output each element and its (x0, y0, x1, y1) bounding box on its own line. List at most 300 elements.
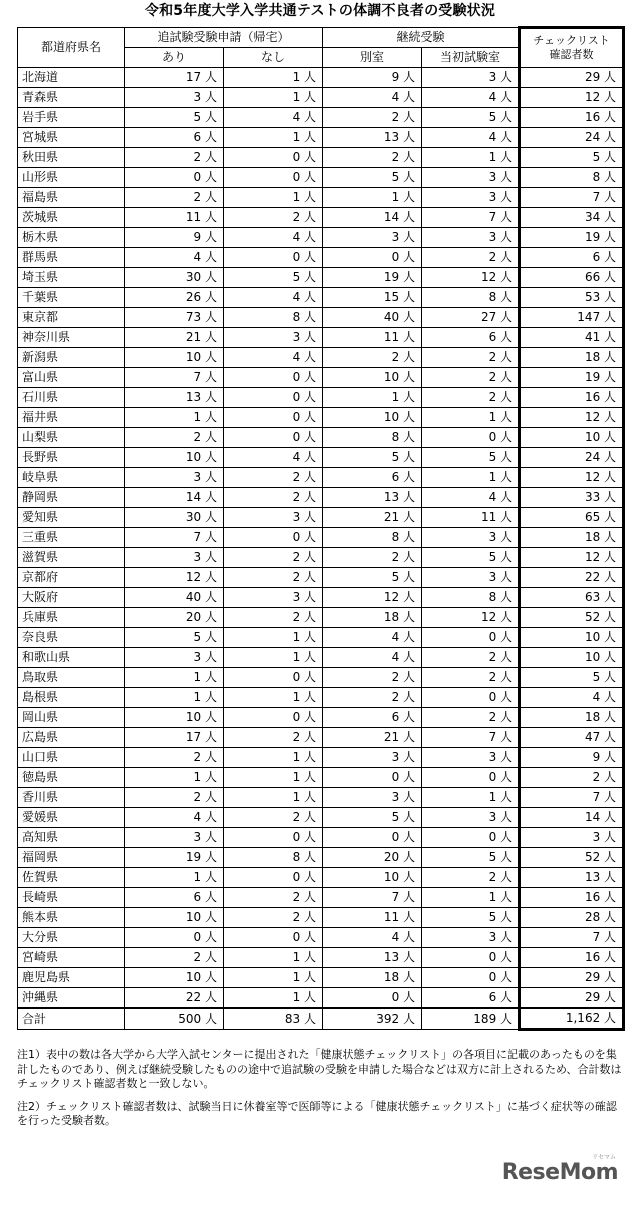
table-row (18, 308, 624, 328)
cell-b: 4 人 (224, 288, 323, 308)
cell-e: 18 人 (520, 348, 624, 368)
prefecture-name: 岩手県 (18, 108, 125, 128)
cell-b: 2 人 (224, 488, 323, 508)
cell-e: 65 人 (520, 508, 624, 528)
cell-b: 2 人 (224, 608, 323, 628)
cell-b: 1 人 (224, 748, 323, 768)
cell-e: 19 人 (520, 228, 624, 248)
cell-d: 0 人 (422, 768, 520, 788)
cell-d: 3 人 (422, 68, 520, 88)
cell-b: 1 人 (224, 188, 323, 208)
table-row (18, 608, 624, 628)
table-row (18, 288, 624, 308)
cell-a: 30 人 (125, 268, 224, 288)
prefecture-name: 宮崎県 (18, 948, 125, 968)
cell-b: 0 人 (224, 868, 323, 888)
header-sub-no: なし (224, 48, 323, 68)
header-sub-separate-room: 別室 (323, 48, 422, 68)
status-table-container (17, 26, 623, 1031)
cell-d: 27 人 (422, 308, 520, 328)
cell-e: 1,162 人 (520, 1008, 624, 1030)
cell-c: 6 人 (323, 708, 422, 728)
cell-e: 18 人 (520, 708, 624, 728)
cell-a: 2 人 (125, 428, 224, 448)
cell-c: 13 人 (323, 488, 422, 508)
table-row (18, 928, 624, 948)
cell-e: 16 人 (520, 108, 624, 128)
cell-b: 2 人 (224, 908, 323, 928)
cell-d: 1 人 (422, 148, 520, 168)
cell-d: 2 人 (422, 868, 520, 888)
cell-d: 5 人 (422, 908, 520, 928)
prefecture-name: 千葉県 (18, 288, 125, 308)
prefecture-name: 徳島県 (18, 768, 125, 788)
cell-b: 0 人 (224, 668, 323, 688)
status-table (17, 26, 625, 1031)
total-row (18, 1008, 624, 1030)
cell-e: 33 人 (520, 488, 624, 508)
prefecture-name: 宮城県 (18, 128, 125, 148)
table-row (18, 988, 624, 1009)
cell-a: 13 人 (125, 388, 224, 408)
cell-e: 5 人 (520, 148, 624, 168)
cell-d: 3 人 (422, 568, 520, 588)
prefecture-name: 鳥取県 (18, 668, 125, 688)
cell-d: 2 人 (422, 668, 520, 688)
table-row (18, 468, 624, 488)
cell-a: 500 人 (125, 1008, 224, 1030)
prefecture-name: 神奈川県 (18, 328, 125, 348)
cell-d: 6 人 (422, 988, 520, 1009)
cell-a: 22 人 (125, 988, 224, 1009)
cell-e: 41 人 (520, 328, 624, 348)
cell-a: 4 人 (125, 248, 224, 268)
cell-d: 0 人 (422, 948, 520, 968)
cell-d: 3 人 (422, 528, 520, 548)
cell-e: 4 人 (520, 688, 624, 708)
logo-text: ReseMom (501, 1160, 618, 1185)
cell-c: 18 人 (323, 968, 422, 988)
cell-c: 21 人 (323, 508, 422, 528)
cell-b: 4 人 (224, 448, 323, 468)
cell-b: 1 人 (224, 648, 323, 668)
table-row (18, 328, 624, 348)
cell-b: 3 人 (224, 508, 323, 528)
cell-a: 10 人 (125, 348, 224, 368)
cell-e: 10 人 (520, 648, 624, 668)
cell-c: 20 人 (323, 848, 422, 868)
cell-a: 2 人 (125, 188, 224, 208)
cell-a: 3 人 (125, 468, 224, 488)
table-row (18, 128, 624, 148)
table-row (18, 588, 624, 608)
cell-e: 29 人 (520, 68, 624, 88)
cell-a: 10 人 (125, 708, 224, 728)
prefecture-name: 高知県 (18, 828, 125, 848)
cell-c: 5 人 (323, 568, 422, 588)
header-checklist-count (520, 28, 624, 68)
cell-b: 4 人 (224, 348, 323, 368)
table-row (18, 868, 624, 888)
cell-c: 11 人 (323, 328, 422, 348)
cell-d: 4 人 (422, 88, 520, 108)
table-row (18, 728, 624, 748)
cell-b: 2 人 (224, 888, 323, 908)
cell-a: 7 人 (125, 528, 224, 548)
cell-e: 29 人 (520, 988, 624, 1009)
prefecture-name: 茨城県 (18, 208, 125, 228)
page-title: 令和5年度大学入学共通テストの体調不良者の受験状況 (144, 3, 496, 19)
cell-d: 2 人 (422, 648, 520, 668)
cell-c: 4 人 (323, 628, 422, 648)
prefecture-name: 岐阜県 (18, 468, 125, 488)
table-row (18, 848, 624, 868)
cell-c: 1 人 (323, 188, 422, 208)
cell-e: 10 人 (520, 628, 624, 648)
cell-a: 12 人 (125, 568, 224, 588)
table-row (18, 208, 624, 228)
cell-e: 63 人 (520, 588, 624, 608)
table-row (18, 508, 624, 528)
prefecture-name: 北海道 (18, 68, 125, 88)
table-row (18, 448, 624, 468)
cell-b: 3 人 (224, 328, 323, 348)
cell-e: 47 人 (520, 728, 624, 748)
cell-d: 0 人 (422, 628, 520, 648)
cell-d: 0 人 (422, 688, 520, 708)
cell-c: 18 人 (323, 608, 422, 628)
cell-a: 20 人 (125, 608, 224, 628)
cell-e: 34 人 (520, 208, 624, 228)
cell-d: 1 人 (422, 408, 520, 428)
header-prefecture: 都道府県名 (18, 28, 125, 68)
cell-b: 2 人 (224, 568, 323, 588)
cell-e: 66 人 (520, 268, 624, 288)
cell-b: 0 人 (224, 248, 323, 268)
cell-a: 40 人 (125, 588, 224, 608)
header-sub-yes: あり (125, 48, 224, 68)
cell-c: 10 人 (323, 868, 422, 888)
cell-a: 1 人 (125, 668, 224, 688)
table-row (18, 628, 624, 648)
cell-b: 2 人 (224, 468, 323, 488)
table-row (18, 548, 624, 568)
cell-e: 16 人 (520, 888, 624, 908)
cell-e: 22 人 (520, 568, 624, 588)
cell-e: 12 人 (520, 468, 624, 488)
cell-b: 2 人 (224, 548, 323, 568)
cell-e: 2 人 (520, 768, 624, 788)
cell-c: 3 人 (323, 228, 422, 248)
cell-c: 9 人 (323, 68, 422, 88)
cell-d: 3 人 (422, 928, 520, 948)
cell-e: 52 人 (520, 608, 624, 628)
cell-a: 5 人 (125, 108, 224, 128)
cell-b: 2 人 (224, 208, 323, 228)
cell-c: 40 人 (323, 308, 422, 328)
cell-e: 16 人 (520, 948, 624, 968)
cell-d: 2 人 (422, 388, 520, 408)
cell-a: 6 人 (125, 128, 224, 148)
cell-b: 2 人 (224, 808, 323, 828)
prefecture-name: 大分県 (18, 928, 125, 948)
cell-a: 14 人 (125, 488, 224, 508)
prefecture-name: 和歌山県 (18, 648, 125, 668)
cell-c: 8 人 (323, 428, 422, 448)
cell-d: 6 人 (422, 328, 520, 348)
cell-d: 0 人 (422, 968, 520, 988)
cell-c: 10 人 (323, 408, 422, 428)
cell-e: 7 人 (520, 788, 624, 808)
prefecture-name: 沖縄県 (18, 988, 125, 1009)
cell-c: 2 人 (323, 668, 422, 688)
cell-b: 0 人 (224, 528, 323, 548)
cell-b: 0 人 (224, 168, 323, 188)
cell-d: 11 人 (422, 508, 520, 528)
cell-c: 7 人 (323, 888, 422, 908)
table-row (18, 488, 624, 508)
table-body (18, 68, 624, 1030)
cell-a: 3 人 (125, 828, 224, 848)
cell-d: 3 人 (422, 808, 520, 828)
cell-c: 14 人 (323, 208, 422, 228)
cell-d: 2 人 (422, 348, 520, 368)
note-1: 注1）表中の数は各大学から大学入試センターに提出された「健康状態チェックリスト」の各項目に記載のあったものを集計したものであり、例えば継続受験したものの途中で追試験の受験を申請した場合などは双方に計上されるため、合計数はチェックリスト確認者数と一致しない。 (17, 1048, 622, 1090)
cell-a: 26 人 (125, 288, 224, 308)
table-row (18, 388, 624, 408)
cell-e: 12 人 (520, 408, 624, 428)
table-row (18, 808, 624, 828)
table-row (18, 968, 624, 988)
cell-c: 21 人 (323, 728, 422, 748)
cell-a: 6 人 (125, 888, 224, 908)
cell-c: 2 人 (323, 548, 422, 568)
cell-a: 17 人 (125, 68, 224, 88)
cell-b: 0 人 (224, 388, 323, 408)
prefecture-name: 静岡県 (18, 488, 125, 508)
prefecture-name: 三重県 (18, 528, 125, 548)
cell-c: 2 人 (323, 348, 422, 368)
prefecture-name: 新潟県 (18, 348, 125, 368)
cell-a: 1 人 (125, 768, 224, 788)
cell-b: 83 人 (224, 1008, 323, 1030)
cell-c: 0 人 (323, 768, 422, 788)
table-row (18, 228, 624, 248)
table-row (18, 788, 624, 808)
cell-c: 19 人 (323, 268, 422, 288)
cell-d: 1 人 (422, 788, 520, 808)
cell-b: 1 人 (224, 88, 323, 108)
cell-d: 189 人 (422, 1008, 520, 1030)
cell-b: 4 人 (224, 108, 323, 128)
cell-d: 7 人 (422, 728, 520, 748)
cell-a: 10 人 (125, 448, 224, 468)
cell-d: 3 人 (422, 228, 520, 248)
prefecture-name: 山梨県 (18, 428, 125, 448)
cell-e: 14 人 (520, 808, 624, 828)
cell-b: 1 人 (224, 948, 323, 968)
prefecture-name: 愛媛県 (18, 808, 125, 828)
prefecture-name: 鹿児島県 (18, 968, 125, 988)
prefecture-name: 福井県 (18, 408, 125, 428)
prefecture-name: 岡山県 (18, 708, 125, 728)
logo (501, 1154, 618, 1185)
cell-d: 3 人 (422, 168, 520, 188)
table-row (18, 708, 624, 728)
table-row (18, 768, 624, 788)
cell-a: 7 人 (125, 368, 224, 388)
cell-c: 2 人 (323, 148, 422, 168)
cell-a: 5 人 (125, 628, 224, 648)
cell-e: 28 人 (520, 908, 624, 928)
table-row (18, 88, 624, 108)
cell-c: 15 人 (323, 288, 422, 308)
cell-d: 8 人 (422, 588, 520, 608)
cell-c: 6 人 (323, 468, 422, 488)
table-row (18, 408, 624, 428)
cell-c: 392 人 (323, 1008, 422, 1030)
cell-e: 53 人 (520, 288, 624, 308)
cell-b: 3 人 (224, 588, 323, 608)
cell-a: 21 人 (125, 328, 224, 348)
cell-a: 3 人 (125, 648, 224, 668)
table-row (18, 648, 624, 668)
table-row (18, 168, 624, 188)
table-row (18, 888, 624, 908)
cell-c: 5 人 (323, 168, 422, 188)
table-row (18, 368, 624, 388)
note-2: 注2）チェックリスト確認者数は、試験当日に休養室等で医師等による「健康状態チェックリスト」に基づく症状等の確認を行った受験者数。 (17, 1099, 617, 1127)
cell-c: 4 人 (323, 88, 422, 108)
cell-d: 5 人 (422, 448, 520, 468)
cell-d: 12 人 (422, 608, 520, 628)
cell-c: 12 人 (323, 588, 422, 608)
cell-b: 1 人 (224, 688, 323, 708)
prefecture-name: 秋田県 (18, 148, 125, 168)
cell-c: 11 人 (323, 908, 422, 928)
cell-e: 9 人 (520, 748, 624, 768)
table-row (18, 828, 624, 848)
cell-e: 10 人 (520, 428, 624, 448)
prefecture-name: 富山県 (18, 368, 125, 388)
prefecture-name: 滋賀県 (18, 548, 125, 568)
table-row (18, 528, 624, 548)
table-row (18, 688, 624, 708)
table-row (18, 748, 624, 768)
cell-c: 0 人 (323, 828, 422, 848)
cell-d: 7 人 (422, 208, 520, 228)
prefecture-name: 奈良県 (18, 628, 125, 648)
cell-a: 9 人 (125, 228, 224, 248)
logo-subtext: リセマム (592, 1154, 616, 1161)
notes (17, 1048, 623, 1137)
cell-b: 0 人 (224, 368, 323, 388)
cell-d: 5 人 (422, 548, 520, 568)
table-row (18, 568, 624, 588)
cell-a: 2 人 (125, 788, 224, 808)
cell-d: 2 人 (422, 708, 520, 728)
prefecture-name: 香川県 (18, 788, 125, 808)
prefecture-name: 広島県 (18, 728, 125, 748)
table-row (18, 348, 624, 368)
table-row (18, 248, 624, 268)
cell-c: 3 人 (323, 788, 422, 808)
cell-b: 1 人 (224, 128, 323, 148)
table-row (18, 268, 624, 288)
cell-b: 0 人 (224, 148, 323, 168)
cell-d: 3 人 (422, 188, 520, 208)
cell-d: 12 人 (422, 268, 520, 288)
cell-a: 10 人 (125, 968, 224, 988)
table-row (18, 428, 624, 448)
cell-e: 3 人 (520, 828, 624, 848)
cell-e: 24 人 (520, 128, 624, 148)
cell-a: 19 人 (125, 848, 224, 868)
cell-a: 73 人 (125, 308, 224, 328)
cell-b: 1 人 (224, 788, 323, 808)
prefecture-name: 石川県 (18, 388, 125, 408)
cell-d: 3 人 (422, 748, 520, 768)
cell-c: 4 人 (323, 928, 422, 948)
prefecture-name: 東京都 (18, 308, 125, 328)
cell-d: 2 人 (422, 248, 520, 268)
table-row (18, 948, 624, 968)
cell-d: 5 人 (422, 108, 520, 128)
cell-c: 13 人 (323, 128, 422, 148)
header-checklist-text: チェックリスト確認者数 (533, 34, 610, 61)
cell-a: 1 人 (125, 408, 224, 428)
table-row (18, 148, 624, 168)
cell-a: 17 人 (125, 728, 224, 748)
cell-e: 24 人 (520, 448, 624, 468)
cell-a: 2 人 (125, 148, 224, 168)
table-row (18, 188, 624, 208)
cell-a: 30 人 (125, 508, 224, 528)
cell-c: 2 人 (323, 108, 422, 128)
cell-b: 1 人 (224, 988, 323, 1009)
cell-e: 18 人 (520, 528, 624, 548)
cell-d: 1 人 (422, 888, 520, 908)
cell-d: 4 人 (422, 128, 520, 148)
cell-e: 16 人 (520, 388, 624, 408)
cell-c: 2 人 (323, 688, 422, 708)
cell-d: 8 人 (422, 288, 520, 308)
cell-b: 0 人 (224, 928, 323, 948)
prefecture-name: 長野県 (18, 448, 125, 468)
table-row (18, 68, 624, 88)
cell-c: 5 人 (323, 808, 422, 828)
cell-e: 5 人 (520, 668, 624, 688)
cell-b: 1 人 (224, 628, 323, 648)
cell-a: 4 人 (125, 808, 224, 828)
cell-c: 4 人 (323, 648, 422, 668)
prefecture-name: 群馬県 (18, 248, 125, 268)
cell-b: 5 人 (224, 268, 323, 288)
cell-a: 3 人 (125, 548, 224, 568)
prefecture-name: 福島県 (18, 188, 125, 208)
cell-e: 52 人 (520, 848, 624, 868)
cell-a: 10 人 (125, 908, 224, 928)
prefecture-name: 福岡県 (18, 848, 125, 868)
prefecture-name: 熊本県 (18, 908, 125, 928)
cell-e: 8 人 (520, 168, 624, 188)
header-continued-exam: 継続受験 (323, 28, 520, 48)
cell-d: 0 人 (422, 428, 520, 448)
cell-e: 29 人 (520, 968, 624, 988)
cell-d: 0 人 (422, 828, 520, 848)
prefecture-name: 栃木県 (18, 228, 125, 248)
cell-c: 8 人 (323, 528, 422, 548)
